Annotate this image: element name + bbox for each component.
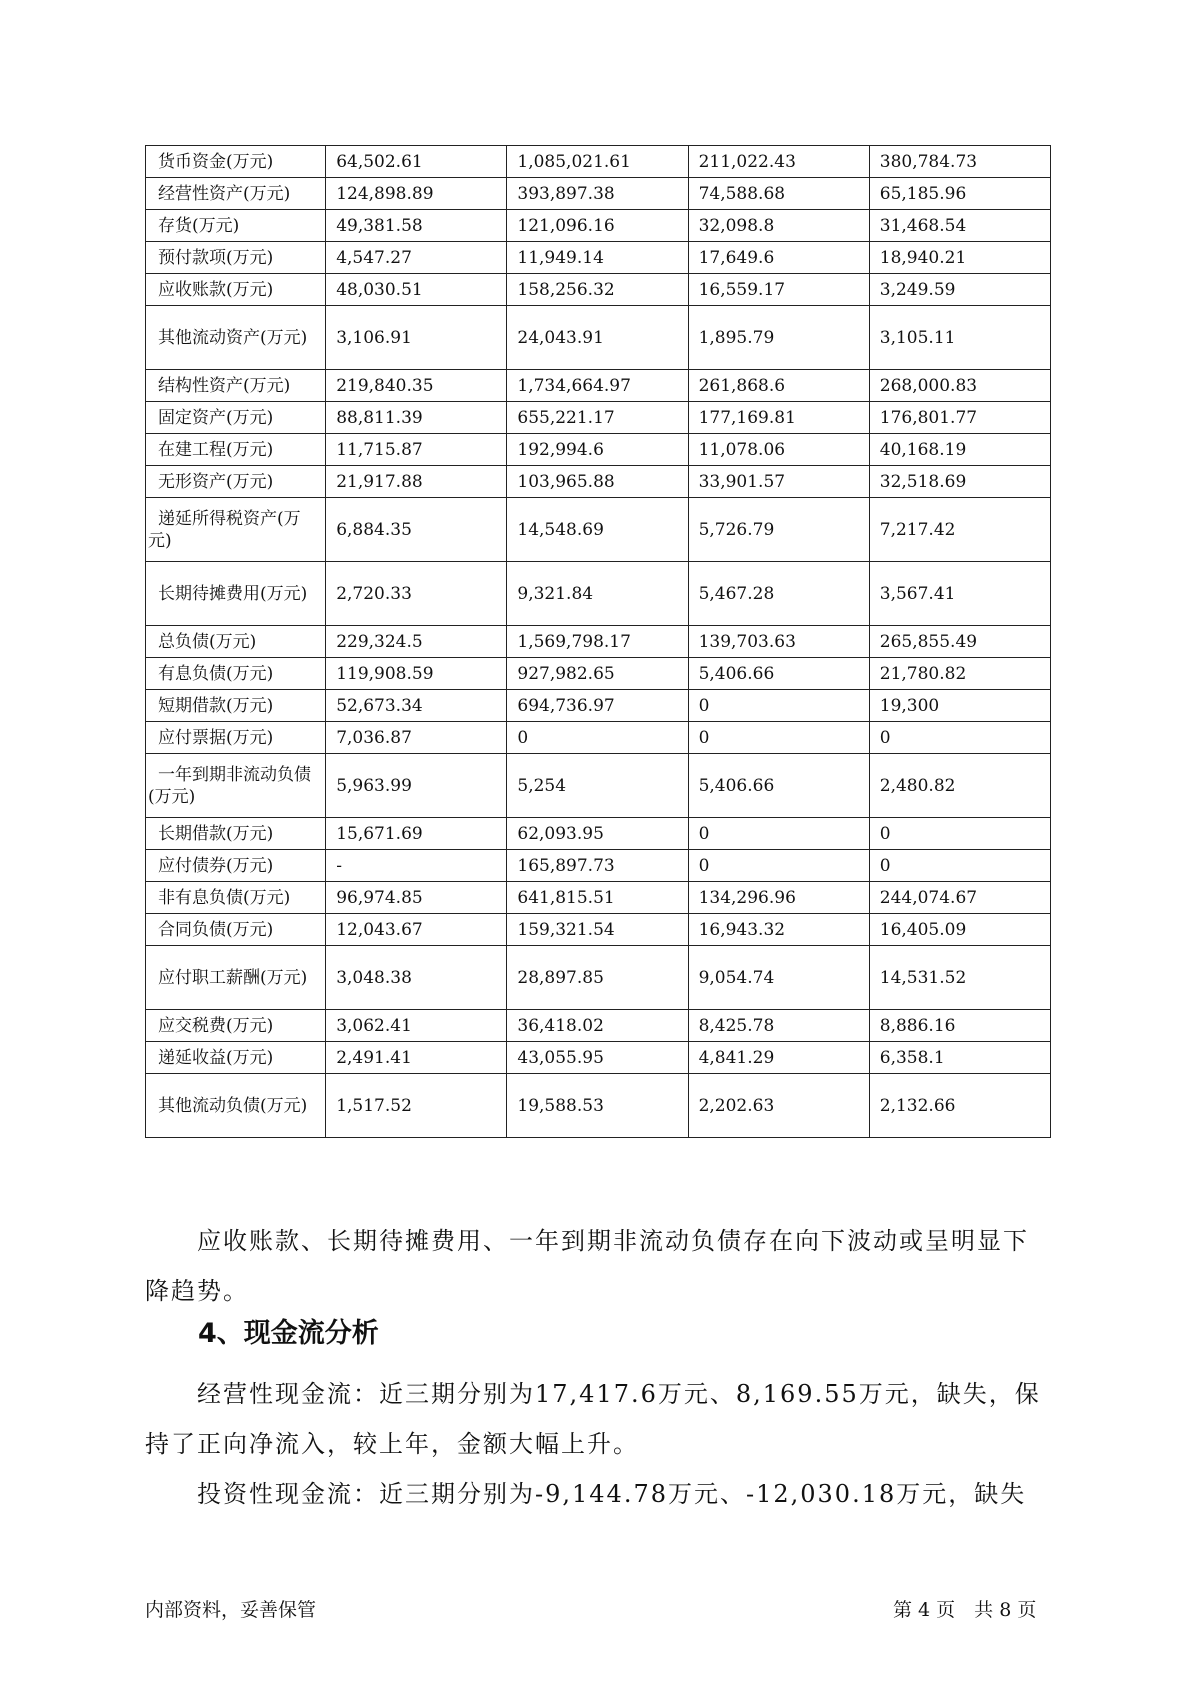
- table-cell: 48,030.51: [326, 274, 507, 306]
- table-row: [146, 146, 1051, 178]
- table-cell: 15,671.69: [326, 818, 507, 850]
- table-cell: 165,897.73: [507, 850, 688, 882]
- table-cell: 244,074.67: [869, 882, 1050, 914]
- table-cell: 64,502.61: [326, 146, 507, 178]
- table-row: [146, 882, 1051, 914]
- table-cell: 5,726.79: [688, 498, 869, 562]
- table-cell: 211,022.43: [688, 146, 869, 178]
- table-row: [146, 434, 1051, 466]
- table-cell: 32,098.8: [688, 210, 869, 242]
- table-cell: 2,202.63: [688, 1074, 869, 1138]
- table-row: [146, 402, 1051, 434]
- table-cell: 21,917.88: [326, 466, 507, 498]
- table-cell: 9,054.74: [688, 946, 869, 1010]
- table-cell: 261,868.6: [688, 370, 869, 402]
- table-cell: 40,168.19: [869, 434, 1050, 466]
- table-cell: 0: [869, 818, 1050, 850]
- table-cell: 158,256.32: [507, 274, 688, 306]
- table-row: [146, 466, 1051, 498]
- table-cell: 4,841.29: [688, 1042, 869, 1074]
- table-cell: 88,811.39: [326, 402, 507, 434]
- row-label: 一年到期非流动负债(万元): [146, 754, 326, 818]
- table-cell: 5,406.66: [688, 658, 869, 690]
- table-cell: 1,895.79: [688, 306, 869, 370]
- financial-table: [145, 145, 1051, 1138]
- table-cell: 16,405.09: [869, 914, 1050, 946]
- table-cell: 32,518.69: [869, 466, 1050, 498]
- table-row: [146, 306, 1051, 370]
- table-cell: 3,106.91: [326, 306, 507, 370]
- table-cell: 31,468.54: [869, 210, 1050, 242]
- row-label: 结构性资产(万元): [146, 370, 326, 402]
- table-cell: 119,908.59: [326, 658, 507, 690]
- table-cell: 2,491.41: [326, 1042, 507, 1074]
- table-cell: 3,062.41: [326, 1010, 507, 1042]
- row-label: 应交税费(万元): [146, 1010, 326, 1042]
- row-label: 有息负债(万元): [146, 658, 326, 690]
- row-label: 应付职工薪酬(万元): [146, 946, 326, 1010]
- table-cell: 8,886.16: [869, 1010, 1050, 1042]
- row-label: 总负债(万元): [146, 626, 326, 658]
- table-row: [146, 210, 1051, 242]
- table-row: [146, 722, 1051, 754]
- row-label: 非有息负债(万元): [146, 882, 326, 914]
- table-row: [146, 658, 1051, 690]
- table-cell: 17,649.6: [688, 242, 869, 274]
- table-row: [146, 178, 1051, 210]
- row-label: 短期借款(万元): [146, 690, 326, 722]
- table-cell: 2,132.66: [869, 1074, 1050, 1138]
- table-row: [146, 370, 1051, 402]
- table-cell: 0: [688, 722, 869, 754]
- table-cell: 5,254: [507, 754, 688, 818]
- table-cell: 43,055.95: [507, 1042, 688, 1074]
- table-cell: 7,217.42: [869, 498, 1050, 562]
- section-heading: 4、现金流分析: [198, 1318, 379, 1349]
- table-row: [146, 1042, 1051, 1074]
- table-cell: 1,085,021.61: [507, 146, 688, 178]
- row-label: 经营性资产(万元): [146, 178, 326, 210]
- table-cell: 8,425.78: [688, 1010, 869, 1042]
- table-row: [146, 946, 1051, 1010]
- footer-page-number: 第 4 页 共 8 页: [893, 1599, 1037, 1621]
- row-label: 其他流动负债(万元): [146, 1074, 326, 1138]
- row-label: 长期待摊费用(万元): [146, 562, 326, 626]
- table-row: [146, 274, 1051, 306]
- table-cell: 0: [688, 850, 869, 882]
- table-cell: 19,588.53: [507, 1074, 688, 1138]
- row-label: 递延收益(万元): [146, 1042, 326, 1074]
- table-cell: 52,673.34: [326, 690, 507, 722]
- table-cell: 33,901.57: [688, 466, 869, 498]
- table-cell: 1,734,664.97: [507, 370, 688, 402]
- table-cell: 103,965.88: [507, 466, 688, 498]
- table-cell: 16,943.32: [688, 914, 869, 946]
- table-cell: 159,321.54: [507, 914, 688, 946]
- table-row: [146, 1074, 1051, 1138]
- table-cell: 265,855.49: [869, 626, 1050, 658]
- table-cell: 268,000.83: [869, 370, 1050, 402]
- table-cell: 1,569,798.17: [507, 626, 688, 658]
- table-cell: 176,801.77: [869, 402, 1050, 434]
- table-cell: 24,043.91: [507, 306, 688, 370]
- table-cell: 62,093.95: [507, 818, 688, 850]
- table-cell: 3,249.59: [869, 274, 1050, 306]
- table-row: [146, 562, 1051, 626]
- table-cell: 393,897.38: [507, 178, 688, 210]
- investing-cashflow-paragraph: 投资性现金流：近三期分别为-9,144.78万元、-12,030.18万元，缺失: [197, 1480, 1027, 1508]
- table-row: [146, 498, 1051, 562]
- table-cell: 49,381.58: [326, 210, 507, 242]
- table-cell: 28,897.85: [507, 946, 688, 1010]
- table-row: [146, 690, 1051, 722]
- row-label: 合同负债(万元): [146, 914, 326, 946]
- row-label: 预付款项(万元): [146, 242, 326, 274]
- table-row: [146, 850, 1051, 882]
- table-cell: 36,418.02: [507, 1010, 688, 1042]
- table-cell: 927,982.65: [507, 658, 688, 690]
- table-cell: -: [326, 850, 507, 882]
- table-cell: 11,949.14: [507, 242, 688, 274]
- table-row: [146, 818, 1051, 850]
- table-row: [146, 626, 1051, 658]
- table-cell: 19,300: [869, 690, 1050, 722]
- table-cell: 18,940.21: [869, 242, 1050, 274]
- row-label: 递延所得税资产(万元): [146, 498, 326, 562]
- table-row: [146, 914, 1051, 946]
- operating-cashflow-paragraph: 经营性现金流：近三期分别为17,417.6万元、8,169.55万元，缺失，保持了正向净流入，较上年，金额大幅上升。: [145, 1380, 1041, 1458]
- row-label: 固定资产(万元): [146, 402, 326, 434]
- table-row: [146, 754, 1051, 818]
- table-cell: 121,096.16: [507, 210, 688, 242]
- table-cell: 229,324.5: [326, 626, 507, 658]
- table-cell: 3,105.11: [869, 306, 1050, 370]
- row-label: 长期借款(万元): [146, 818, 326, 850]
- row-label: 在建工程(万元): [146, 434, 326, 466]
- table-cell: 7,036.87: [326, 722, 507, 754]
- table-cell: 5,963.99: [326, 754, 507, 818]
- table-cell: 0: [869, 722, 1050, 754]
- table-cell: 139,703.63: [688, 626, 869, 658]
- table-cell: 96,974.85: [326, 882, 507, 914]
- table-cell: 12,043.67: [326, 914, 507, 946]
- table-cell: 694,736.97: [507, 690, 688, 722]
- table-cell: 0: [869, 850, 1050, 882]
- table-cell: 4,547.27: [326, 242, 507, 274]
- table-cell: 0: [688, 818, 869, 850]
- table-cell: 11,078.06: [688, 434, 869, 466]
- table-cell: 219,840.35: [326, 370, 507, 402]
- row-label: 应收账款(万元): [146, 274, 326, 306]
- table-cell: 3,567.41: [869, 562, 1050, 626]
- table-row: [146, 1010, 1051, 1042]
- table-cell: 3,048.38: [326, 946, 507, 1010]
- table-cell: 0: [688, 690, 869, 722]
- summary-paragraph: 应收账款、长期待摊费用、一年到期非流动负债存在向下波动或呈明显下降趋势。: [145, 1227, 1029, 1305]
- table-cell: 192,994.6: [507, 434, 688, 466]
- table-cell: 641,815.51: [507, 882, 688, 914]
- table-cell: 14,531.52: [869, 946, 1050, 1010]
- row-label: 存货(万元): [146, 210, 326, 242]
- table-cell: 655,221.17: [507, 402, 688, 434]
- table-cell: 1,517.52: [326, 1074, 507, 1138]
- row-label: 应付票据(万元): [146, 722, 326, 754]
- footer-left: 内部资料，妥善保管: [145, 1599, 317, 1621]
- table-cell: 14,548.69: [507, 498, 688, 562]
- table-cell: 380,784.73: [869, 146, 1050, 178]
- table-body: [146, 146, 1051, 1138]
- row-label: 货币资金(万元): [146, 146, 326, 178]
- table-cell: 2,480.82: [869, 754, 1050, 818]
- table-cell: 6,884.35: [326, 498, 507, 562]
- table-cell: 16,559.17: [688, 274, 869, 306]
- table-cell: 2,720.33: [326, 562, 507, 626]
- row-label: 应付债券(万元): [146, 850, 326, 882]
- table-cell: 6,358.1: [869, 1042, 1050, 1074]
- row-label: 其他流动资产(万元): [146, 306, 326, 370]
- row-label: 无形资产(万元): [146, 466, 326, 498]
- table-cell: 124,898.89: [326, 178, 507, 210]
- table-cell: 9,321.84: [507, 562, 688, 626]
- table-cell: 5,467.28: [688, 562, 869, 626]
- table-cell: 74,588.68: [688, 178, 869, 210]
- table-cell: 134,296.96: [688, 882, 869, 914]
- table-cell: 11,715.87: [326, 434, 507, 466]
- table-cell: 65,185.96: [869, 178, 1050, 210]
- table-row: [146, 242, 1051, 274]
- table-cell: 0: [507, 722, 688, 754]
- table-cell: 177,169.81: [688, 402, 869, 434]
- table-cell: 5,406.66: [688, 754, 869, 818]
- table-cell: 21,780.82: [869, 658, 1050, 690]
